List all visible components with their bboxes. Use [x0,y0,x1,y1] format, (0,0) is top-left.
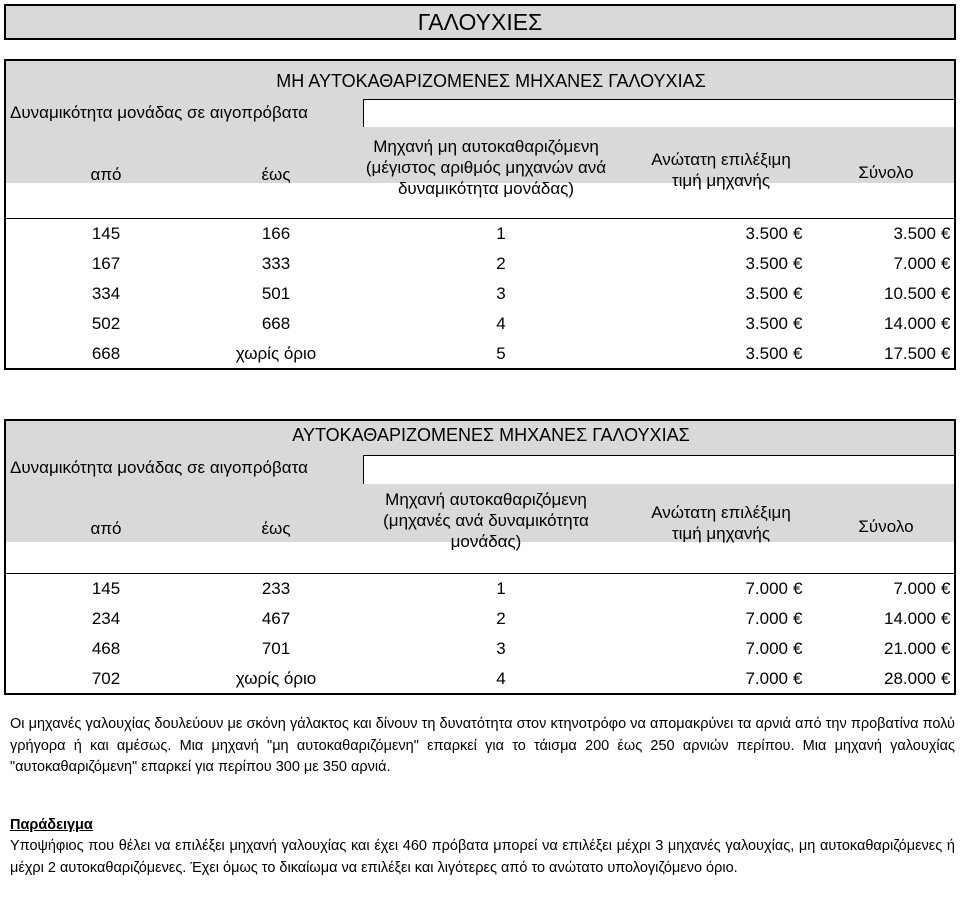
cell-price: 7.000 [745,639,788,658]
section-heading: ΑΥΤΟΚΑΘΑΡΙΖΟΜΕΝΕΣ ΜΗΧΑΝΕΣ ΓΑΛΟΥΧΙΑΣ [292,425,690,445]
euro-icon: € [941,224,951,243]
cell-to: 501 [261,284,291,303]
cell-to: 166 [261,224,291,243]
example-heading: Παράδειγμα [10,817,93,833]
col-machines-header: Μηχανή μη αυτοκαθαριζόμενη (μέγιστος αριθμός μηχανών ανά δυναμικότητα μονάδας) [365,137,607,198]
cell-from: 702 [91,669,121,688]
euro-icon: € [793,314,803,333]
cell-to: χωρίς όριο [235,669,317,688]
euro-icon: € [793,344,803,363]
table-row [6,574,954,604]
cell-machines: 1 [496,224,506,243]
col-to-header: έως [261,165,291,184]
col-total-header: Σύνολο [858,517,914,536]
euro-icon: € [941,344,951,363]
table-row [6,279,954,309]
cell-to: 701 [261,639,291,658]
cell-machines: 5 [496,344,506,363]
cell-price: 7.000 [745,579,788,598]
euro-icon: € [941,314,951,333]
euro-icon: € [793,609,803,628]
cell-total: 14.000 [884,314,936,333]
capacity-label: Δυναμικότητα μονάδας σε αιγοπρόβατα [10,458,308,477]
euro-icon: € [941,284,951,303]
cell-machines: 4 [496,314,506,333]
cell-from: 334 [91,284,121,303]
col-from-header: από [90,165,122,184]
cell-price: 7.000 [745,669,788,688]
euro-icon: € [941,254,951,273]
notes-paragraph: Οι μηχανές γαλουχίας δουλεύουν με σκόνη γάλακτος και δίνουν τη δυνατότητα στον κτηνοτρόφο να απομακρύνει τα αρνιά από την προβατίνα πολύ γρήγορα ή και αμέσως. Μια μηχανή "μη αυτοκαθαριζόμενη" επαρκεί για το τάισμα 200 έως 250 αρνιών περίπου. Μια μηχανή γαλουχίας "αυτοκαθαριζόμενη" επαρκεί για περίπου 300 με 350 αρνιά. [10,716,955,775]
section-heading: ΜΗ ΑΥΤΟΚΑΘΑΡΙΖΟΜΕΝΕΣ ΜΗΧΑΝΕΣ ΓΑΛΟΥΧΙΑΣ [276,71,706,91]
table-row [6,219,954,249]
table-row [6,309,954,339]
page-title: ΓΑΛΟΥΧΙΕΣ [4,4,956,40]
cell-total: 14.000 [884,609,936,628]
cell-to: 233 [261,579,291,598]
table-row [6,604,954,634]
cell-machines: 1 [496,579,506,598]
euro-icon: € [793,254,803,273]
cell-machines: 2 [496,254,506,273]
cell-total: 21.000 [884,639,936,658]
euro-icon: € [793,579,803,598]
example-text: Υποψήφιος που θέλει να επιλέξει μηχανή γαλουχίας και έχει 460 πρόβατα μπορεί να επιλέξει μέχρι 3 μηχανές γαλουχίας, μη αυτοκαθαριζόμενες ή μέχρι 2 αυτοκαθαριζόμενες. Έχει όμως το δικαίωμα να επιλέξει και λιγότερες από το ανώτατο υπολογιζόμενο όριο. [10,838,955,876]
cell-total: 17.500 [884,344,936,363]
col-total-header: Σύνολο [858,163,914,182]
euro-icon: € [793,639,803,658]
cell-to: 467 [261,609,291,628]
cell-total: 7.000 [893,579,936,598]
cell-from: 502 [91,314,121,333]
table-self-cleaning [4,419,956,695]
cell-machines: 2 [496,609,506,628]
euro-icon: € [793,284,803,303]
cell-machines: 4 [496,669,506,688]
capacity-label: Δυναμικότητα μονάδας σε αιγοπρόβατα [10,103,308,122]
euro-icon: € [793,669,803,688]
cell-to: 668 [261,314,291,333]
col-from-header: από [90,519,122,538]
divider [363,455,364,484]
cell-from: 145 [91,579,121,598]
cell-from: 468 [91,639,121,658]
col-to-header: έως [261,519,291,538]
cell-from: 145 [91,224,121,243]
cell-from: 234 [91,609,121,628]
col-machines-header: Μηχανή αυτοκαθαριζόμενη (μηχανές ανά δυναμικότητα μονάδας) [383,490,589,551]
divider [363,99,954,100]
cell-from: 668 [91,344,121,363]
cell-machines: 3 [496,639,506,658]
cell-price: 3.500 [745,284,788,303]
cell-total: 3.500 [893,224,936,243]
cell-price: 3.500 [745,224,788,243]
euro-icon: € [941,609,951,628]
cell-to: χωρίς όριο [235,344,317,363]
table-row [6,634,954,664]
euro-icon: € [793,224,803,243]
col-price-header: Ανώτατη επιλέξιμη τιμή μηχανής [651,503,791,543]
divider [363,99,364,127]
cell-machines: 3 [496,284,506,303]
table-row [6,664,954,694]
cell-total: 7.000 [893,254,936,273]
cell-price: 3.500 [745,314,788,333]
divider [363,455,954,456]
cell-to: 333 [261,254,291,273]
cell-price: 3.500 [745,344,788,363]
table-row [6,339,954,369]
euro-icon: € [941,639,951,658]
euro-icon: € [941,669,951,688]
table-non-self-cleaning [4,59,956,370]
euro-icon: € [941,579,951,598]
cell-price: 7.000 [745,609,788,628]
cell-total: 28.000 [884,669,936,688]
cell-total: 10.500 [884,284,936,303]
cell-from: 167 [91,254,121,273]
cell-price: 3.500 [745,254,788,273]
col-price-header: Ανώτατη επιλέξιμη τιμή μηχανής [651,150,791,190]
table-row [6,249,954,279]
